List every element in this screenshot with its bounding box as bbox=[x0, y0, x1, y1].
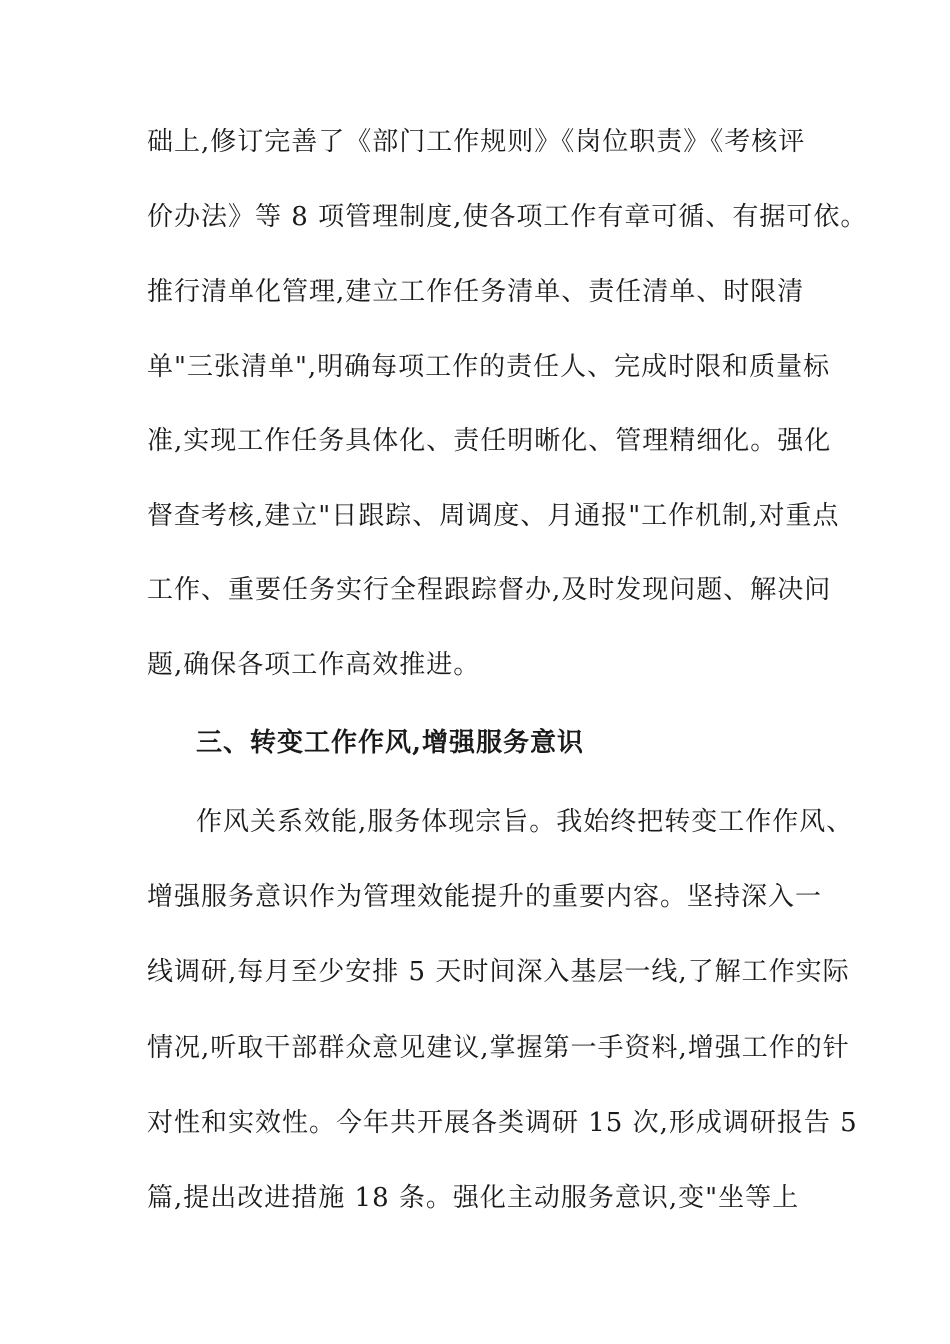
section-heading: 三、转变工作作风,增强服务意识 bbox=[196, 728, 585, 758]
body-text-line: 推行清单化管理,建立工作任务清单、责任清单、时限清 bbox=[147, 277, 805, 307]
body-text-line: 作风关系效能,服务体现宗旨。我始终把转变工作作风、 bbox=[196, 807, 854, 837]
body-text-line: 篇,提出改进措施 18 条。强化主动服务意识,变"坐等上 bbox=[147, 1183, 800, 1213]
body-text-line: 情况,听取干部群众意见建议,掌握第一手资料,增强工作的针 bbox=[147, 1033, 850, 1063]
body-text-line: 对性和实效性。今年共开展各类调研 15 次,形成调研报告 5 bbox=[147, 1108, 858, 1138]
body-text-line: 督查考核,建立"日跟踪、周调度、月通报"工作机制,对重点 bbox=[147, 501, 840, 531]
body-text-line: 题,确保各项工作高效推进。 bbox=[147, 650, 481, 680]
body-text-line: 价办法》等 8 项管理制度,使各项工作有章可循、有据可依。 bbox=[147, 202, 868, 232]
body-text-line: 准,实现工作任务具体化、责任明晰化、管理精细化。强化 bbox=[147, 426, 832, 456]
body-text-line: 单"三张清单",明确每项工作的责任人、完成时限和质量标 bbox=[147, 352, 831, 382]
body-text-line: 工作、重要任务实行全程跟踪督办,及时发现问题、解决问 bbox=[147, 575, 832, 605]
body-text-line: 础上,修订完善了《部门工作规则》《岗位职责》《考核评 bbox=[147, 127, 806, 157]
body-text-line: 增强服务意识作为管理效能提升的重要内容。坚持深入一 bbox=[147, 882, 823, 912]
body-text-line: 线调研,每月至少安排 5 天时间深入基层一线,了解工作实际 bbox=[147, 957, 850, 987]
